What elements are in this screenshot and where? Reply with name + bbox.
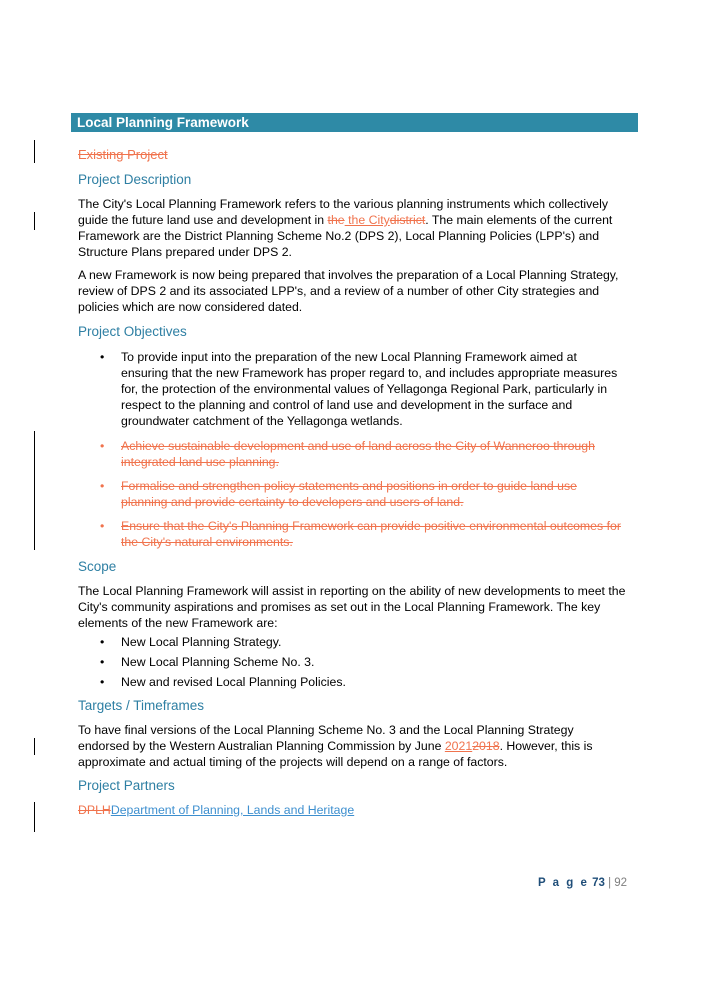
section-title: Local Planning Framework bbox=[71, 113, 638, 132]
list-item: • To provide input into the preparation of the new Local Planning Framework aimed at ensuring that the new Framework has proper regard to, and includes appropriate measures for, the protection of the environmental values of Yellagonga Regional Park, particularly in respect to the planning and control of land use and development in the surface and groundwater catchment of the Yellagonga wetlands. bbox=[100, 350, 618, 428]
project-objectives-heading: Project Objectives bbox=[78, 324, 187, 339]
partners-heading: Project Partners bbox=[78, 778, 175, 793]
deleted-objective-item bbox=[78, 438, 626, 470]
partner-link[interactable]: Department of Planning, Lands and Heritage bbox=[110, 803, 355, 817]
existing-project-label: Existing Project bbox=[78, 147, 168, 162]
scope-heading: Scope bbox=[78, 559, 117, 574]
targets-heading: Targets / Timeframes bbox=[78, 698, 205, 713]
page-footer: P a g e 73 | 92 bbox=[538, 877, 628, 889]
list-item: • New Local Planning Strategy. bbox=[100, 635, 282, 649]
list-item: • Ensure that the City's Planning Framework can provide positive environmental outcomes for the City's natural environments. bbox=[100, 519, 621, 549]
change-bar bbox=[34, 212, 35, 230]
scope-list bbox=[78, 634, 626, 690]
list-item: • New and revised Local Planning Policies. bbox=[100, 675, 346, 689]
change-bar bbox=[34, 140, 35, 163]
deleted-objective-item bbox=[78, 478, 626, 510]
project-description-heading: Project Description bbox=[78, 172, 192, 187]
list-item: • Achieve sustainable development and use of land across the City of Wanneroo through integrated land use planning. bbox=[100, 439, 595, 469]
partners-line: DPLHDepartment of Planning, Lands and Heritage bbox=[78, 803, 355, 817]
deleted-objective-item bbox=[78, 518, 626, 550]
change-bar bbox=[34, 738, 35, 755]
targets-paragraph: To have final versions of the Local Planning Scheme No. 3 and the Local Planning Strategy endorsed by the Western Australian Planning Commission by June 20212018. However, this is approximate and actual timing of the projects will depend on a range of factors. bbox=[78, 723, 593, 769]
change-bar bbox=[34, 431, 35, 550]
list-item: • New Local Planning Scheme No. 3. bbox=[100, 655, 315, 669]
list-item: • Formalise and strengthen policy statements and positions in order to guide land use planning and provide certainty to developers and users of land. bbox=[100, 479, 577, 509]
description-paragraph-2: A new Framework is now being prepared that involves the preparation of a Local Planning Strategy, review of DPS 2 and its associated LPP's, and a review of a number of other City strategies and policies which are now considered dated. bbox=[78, 268, 619, 314]
description-paragraph-1: The City's Local Planning Framework refers to the various planning instruments which collectively guide the future land use and development in the the Citydistrict. The main elements of the current Framework are the District Planning Scheme No.2 (DPS 2), Local Planning Policies (LPP's) and Structure Plans prepared under DPS 2. bbox=[78, 197, 613, 259]
objectives-list bbox=[78, 349, 626, 429]
scope-paragraph: The Local Planning Framework will assist in reporting on the ability of new developments to meet the City's community aspirations and promises as set out in the Local Planning Framework. The key elements of the new Framework are: bbox=[78, 584, 626, 630]
change-bar bbox=[34, 802, 35, 832]
